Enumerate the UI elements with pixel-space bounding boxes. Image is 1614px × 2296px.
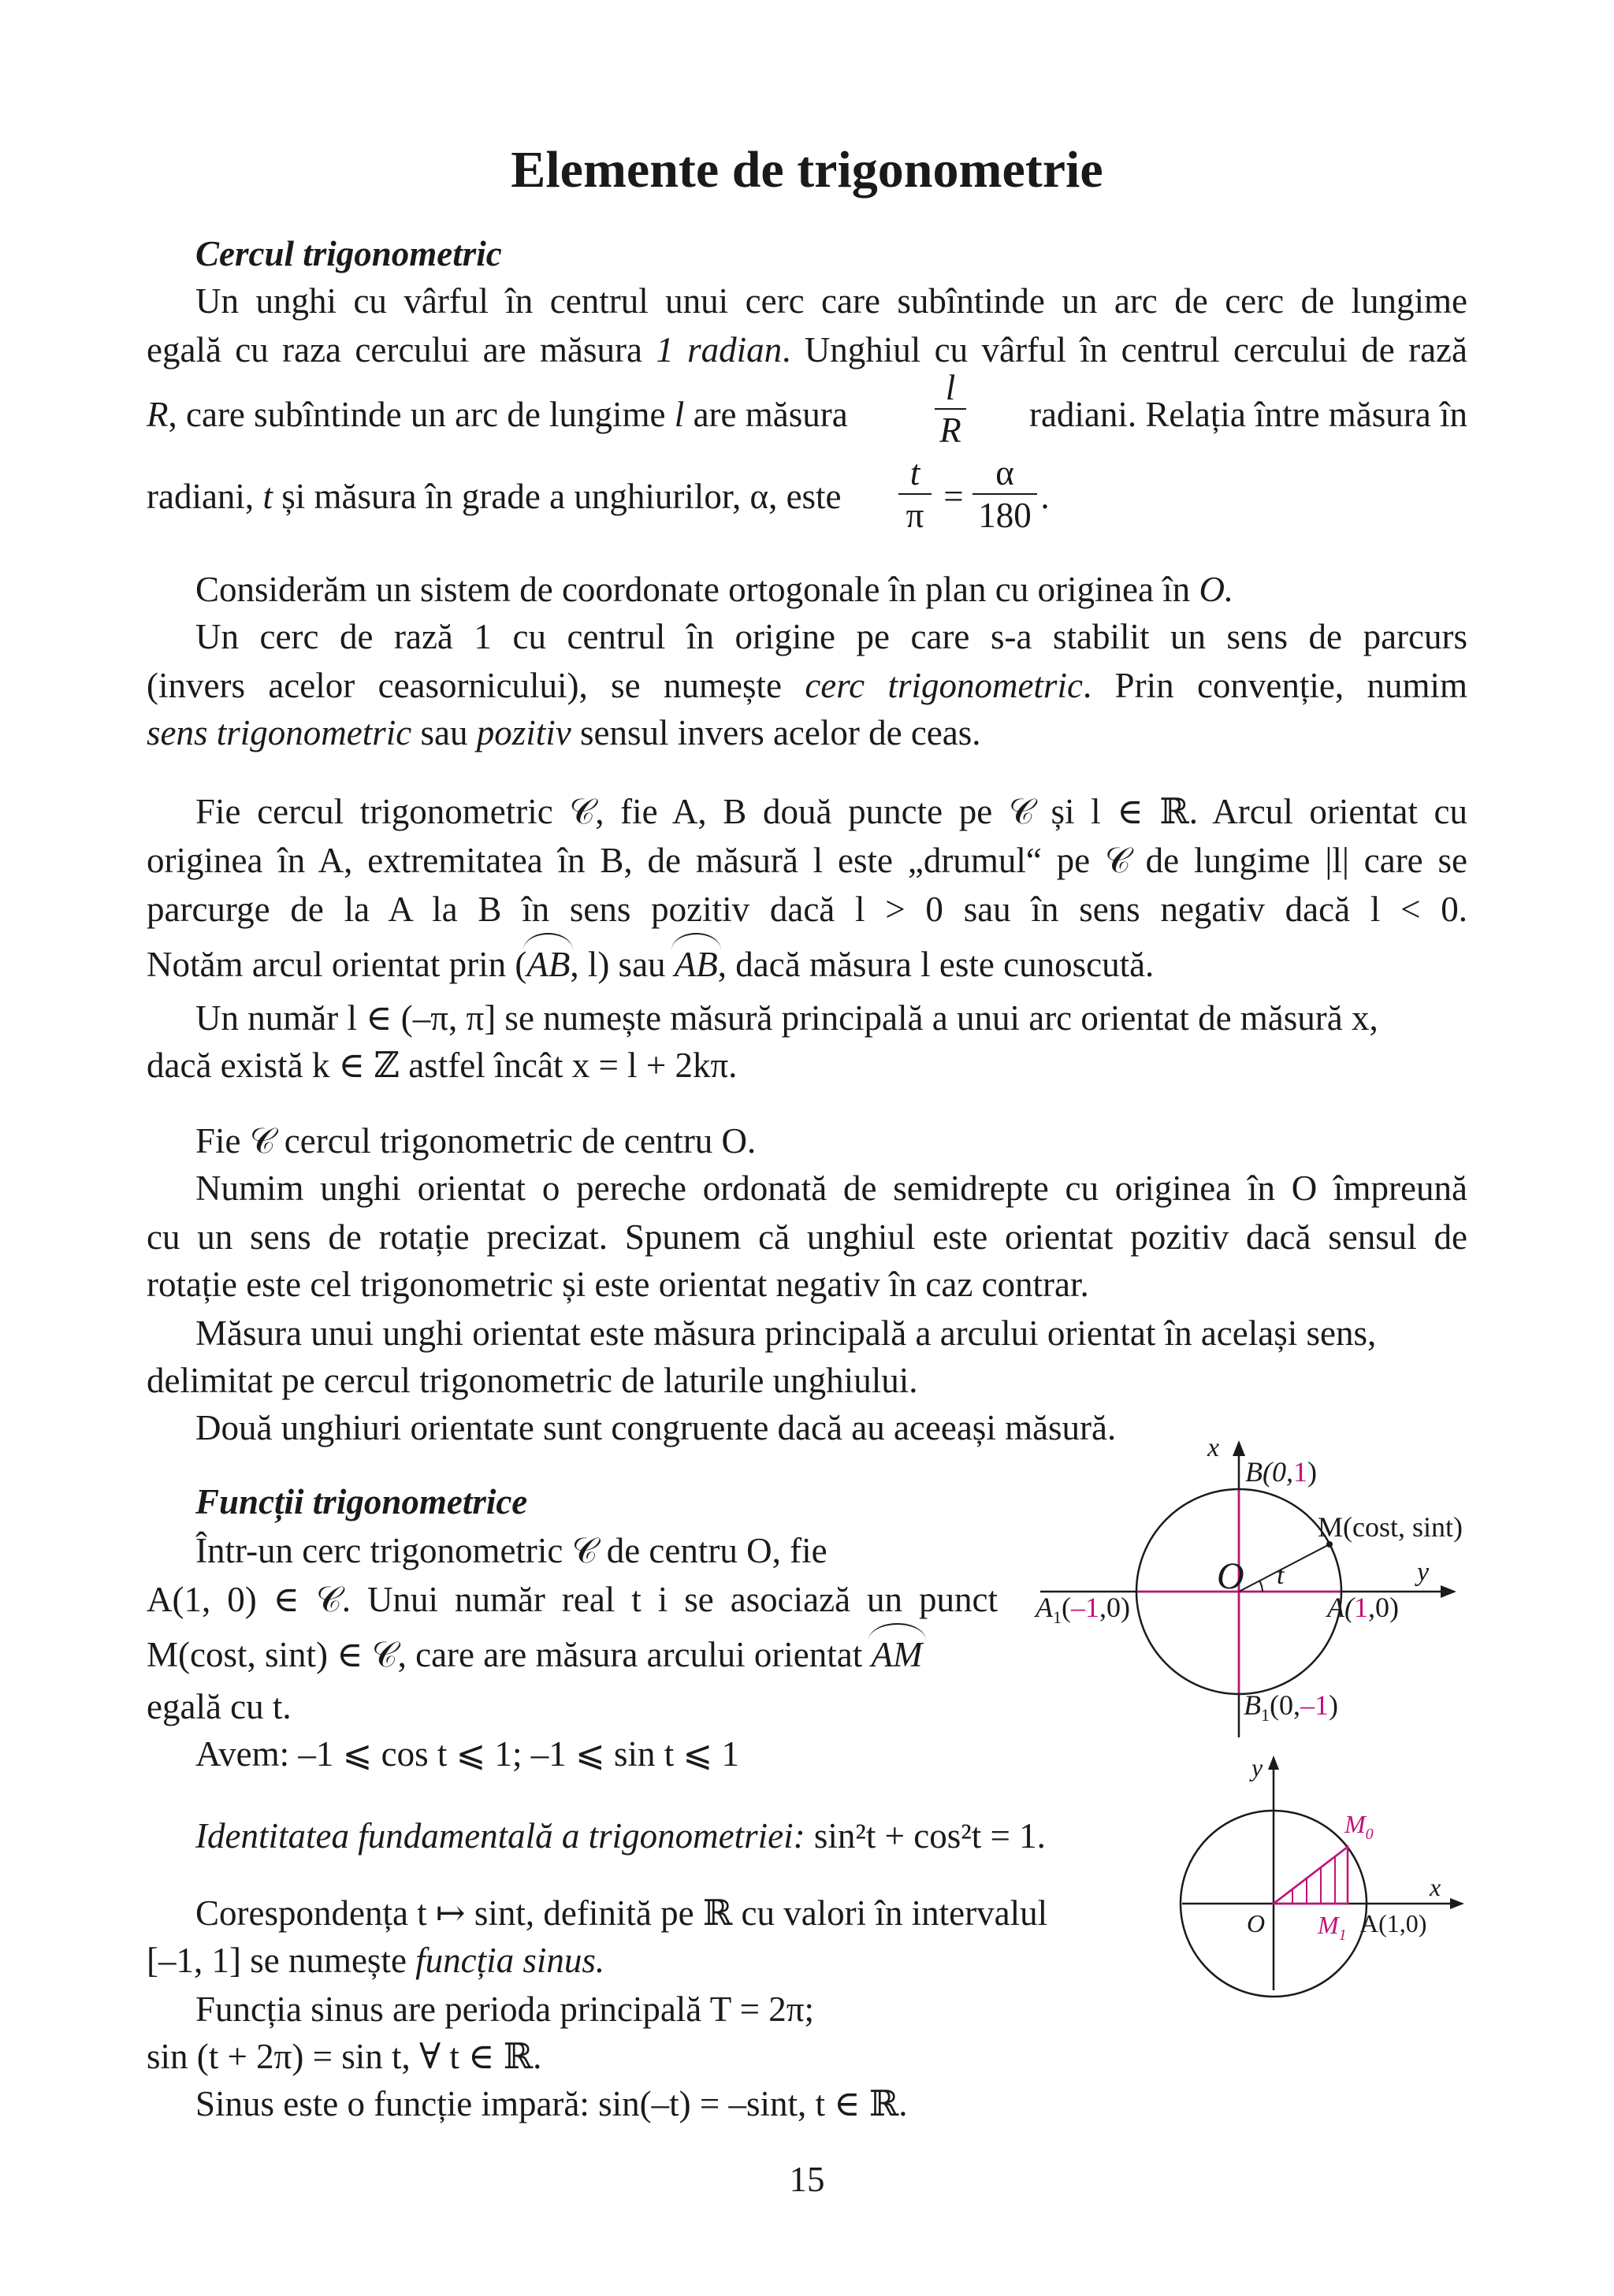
x-axis-arrow [1450, 1898, 1464, 1909]
origin-label: O [1247, 1909, 1266, 1937]
point-B1-label: $B_1(0,-1)$ [1244, 1689, 1338, 1725]
equals-sign: = [943, 477, 964, 516]
radius-OM [1239, 1544, 1330, 1592]
point-M1-label: $M_1$ [1318, 1911, 1347, 1944]
paragraph-line: sens trigonometric sau pozitiv sensul invers acelor de ceas. [147, 713, 981, 752]
paragraph-line: Avem: –1 ⩽ cos t ⩽ 1; –1 ⩽ sin t ⩽ 1 [195, 1734, 739, 1774]
angle-label: t [1277, 1561, 1285, 1590]
arc-AM: AM [872, 1631, 923, 1678]
fraction-t-over-pi: $\frac{t}{\pi}$ [898, 452, 932, 536]
hatch-lines [1292, 1856, 1335, 1904]
paragraph-line: Fie 𝒞 cercul trigonometric de centru O. [195, 1121, 757, 1161]
paragraph-line: cu un sens de rotație precizat. Spunem că unghiul este orientat pozitiv dacă sensul de [147, 1217, 1467, 1257]
paragraph-line: (invers acelor ceasornicului), se numește cerc trigonometric. Prin convenție, numim [147, 666, 1467, 705]
x-axis-label: x [1207, 1434, 1220, 1462]
x-axis-label: x [1430, 1873, 1441, 1901]
paragraph-line: Funcția sinus are perioda principală T = 2π; [195, 1989, 814, 2029]
paragraph-line: A(1, 0) ∈ 𝒞. Unui număr real t i se asociază un punct [147, 1580, 998, 1619]
radius-OM0 [1274, 1847, 1348, 1904]
paragraph-line: Măsura unui unghi orientat este măsura principală a arcului orientat în același sens, [195, 1313, 1377, 1353]
paragraph-line: dacă există k ∈ ℤ astfel încât x = l + 2kπ. [147, 1046, 738, 1085]
paragraph-line: Identitatea fundamentală a trigonometriei: sin²t + cos²t = 1. [195, 1816, 1046, 1856]
y-axis-label: y [1417, 1558, 1430, 1587]
period: . [1040, 477, 1050, 516]
point-A1-label: $A_1(-1,0)$ [1036, 1592, 1130, 1627]
point-A-label: A(1,0) [1360, 1909, 1427, 1937]
paragraph-line: R, care subîntinde un arc de lungime l are măsura [147, 395, 848, 434]
page-number: 15 [789, 2160, 825, 2199]
fraction-l-over-R: $\frac{l}{R}$ [935, 367, 966, 451]
paragraph-line: parcurge de la A la B în sens pozitiv dacă l > 0 sau în sens negativ dacă l < 0. [147, 890, 1467, 929]
paragraph-line: Un număr l ∈ (–π, π] se numește măsură principală a unui arc orientat de măsură x, [195, 998, 1378, 1038]
sine-figure [1174, 1754, 1497, 1998]
paragraph-line: [–1, 1] se numește funcția sinus. [147, 1941, 605, 1980]
trig-circle-figure [1025, 1434, 1497, 1749]
paragraph-line: sin (t + 2π) = sin t, ∀ t ∈ ℝ. [147, 2037, 542, 2076]
fraction-alpha-over-180: $\frac{\alpha}{180}$ [972, 452, 1037, 536]
paragraph-line: Un unghi cu vârful în centrul unui cerc care subîntinde un arc de cerc de lungime [195, 281, 1467, 321]
paragraph-line: Fie cercul trigonometric 𝒞, fie A, B două puncte pe 𝒞 și l ∈ ℝ. Arcul orientat cu [195, 792, 1467, 831]
paragraph-line: egală cu raza cercului are măsura 1 radian. Unghiul cu vârful în centrul cercului de rază [147, 330, 1467, 370]
point-A-label: A(1,0) [1327, 1592, 1399, 1623]
angle-arc [1259, 1581, 1263, 1592]
paragraph-line: Corespondența t ↦ sint, definită pe ℝ cu valori în intervalul [195, 1893, 1048, 1933]
paragraph-line: Considerăm un sistem de coordonate ortogonale în plan cu originea în O. [195, 570, 1234, 609]
y-axis-arrow [1233, 1440, 1245, 1456]
x-axis-arrow [1441, 1585, 1456, 1598]
paragraph-line: delimitat pe cercul trigonometric de laturile unghiului. [147, 1361, 918, 1400]
arc-AB: AB [526, 941, 570, 988]
paragraph-line: Două unghiuri orientate sunt congruente dacă au aceeași măsură. [195, 1408, 1117, 1447]
paragraph-line: Sinus este o funcție impară: sin(–t) = –sint, t ∈ ℝ. [195, 2084, 908, 2123]
y-axis-label: y [1251, 1754, 1263, 1781]
arc-AB: AB [675, 941, 718, 988]
paragraph-line: egală cu t. [147, 1687, 292, 1726]
paragraph-line: rotație este cel trigonometric și este orientat negativ în caz contrar. [147, 1265, 1089, 1304]
point-M-label: M(cost, sint) [1318, 1511, 1463, 1543]
paragraph-line: originea în A, extremitatea în B, de măsură l este „drumul“ pe 𝒞 de lungime |l| care se [147, 841, 1467, 880]
section-heading-functii: Funcții trigonometrice [195, 1482, 528, 1521]
paragraph-line: Numim unghi orientat o pereche ordonată de semidrepte cu originea în O împreună [195, 1168, 1467, 1208]
point-M0-label: $M_0$ [1344, 1810, 1374, 1843]
section-heading-cerc: Cercul trigonometric [195, 234, 502, 273]
paragraph-line: M(cost, sint) ∈ 𝒞, care are măsura arcului orientat AM [147, 1631, 1467, 1678]
paragraph-line: Un cerc de rază 1 cu centrul în origine pe care s-a stabilit un sens de parcurs [195, 617, 1467, 656]
point-B-label: B(0,1) [1245, 1456, 1317, 1488]
origin-label: O [1217, 1555, 1244, 1597]
paragraph-line: radiani, t și măsura în grade a unghiurilor, α, este [147, 477, 842, 516]
paragraph-line: Notăm arcul orientat prin (AB, l) sau AB, dacă măsura l este cunoscută. [147, 941, 1467, 988]
y-axis-arrow [1268, 1755, 1279, 1770]
page-title: Elemente de trigonometrie [511, 141, 1103, 199]
paragraph-line: radiani. Relația între măsura în [1028, 395, 1467, 434]
paragraph-line: Într-un cerc trigonometric 𝒞 de centru O, fie [195, 1531, 827, 1570]
